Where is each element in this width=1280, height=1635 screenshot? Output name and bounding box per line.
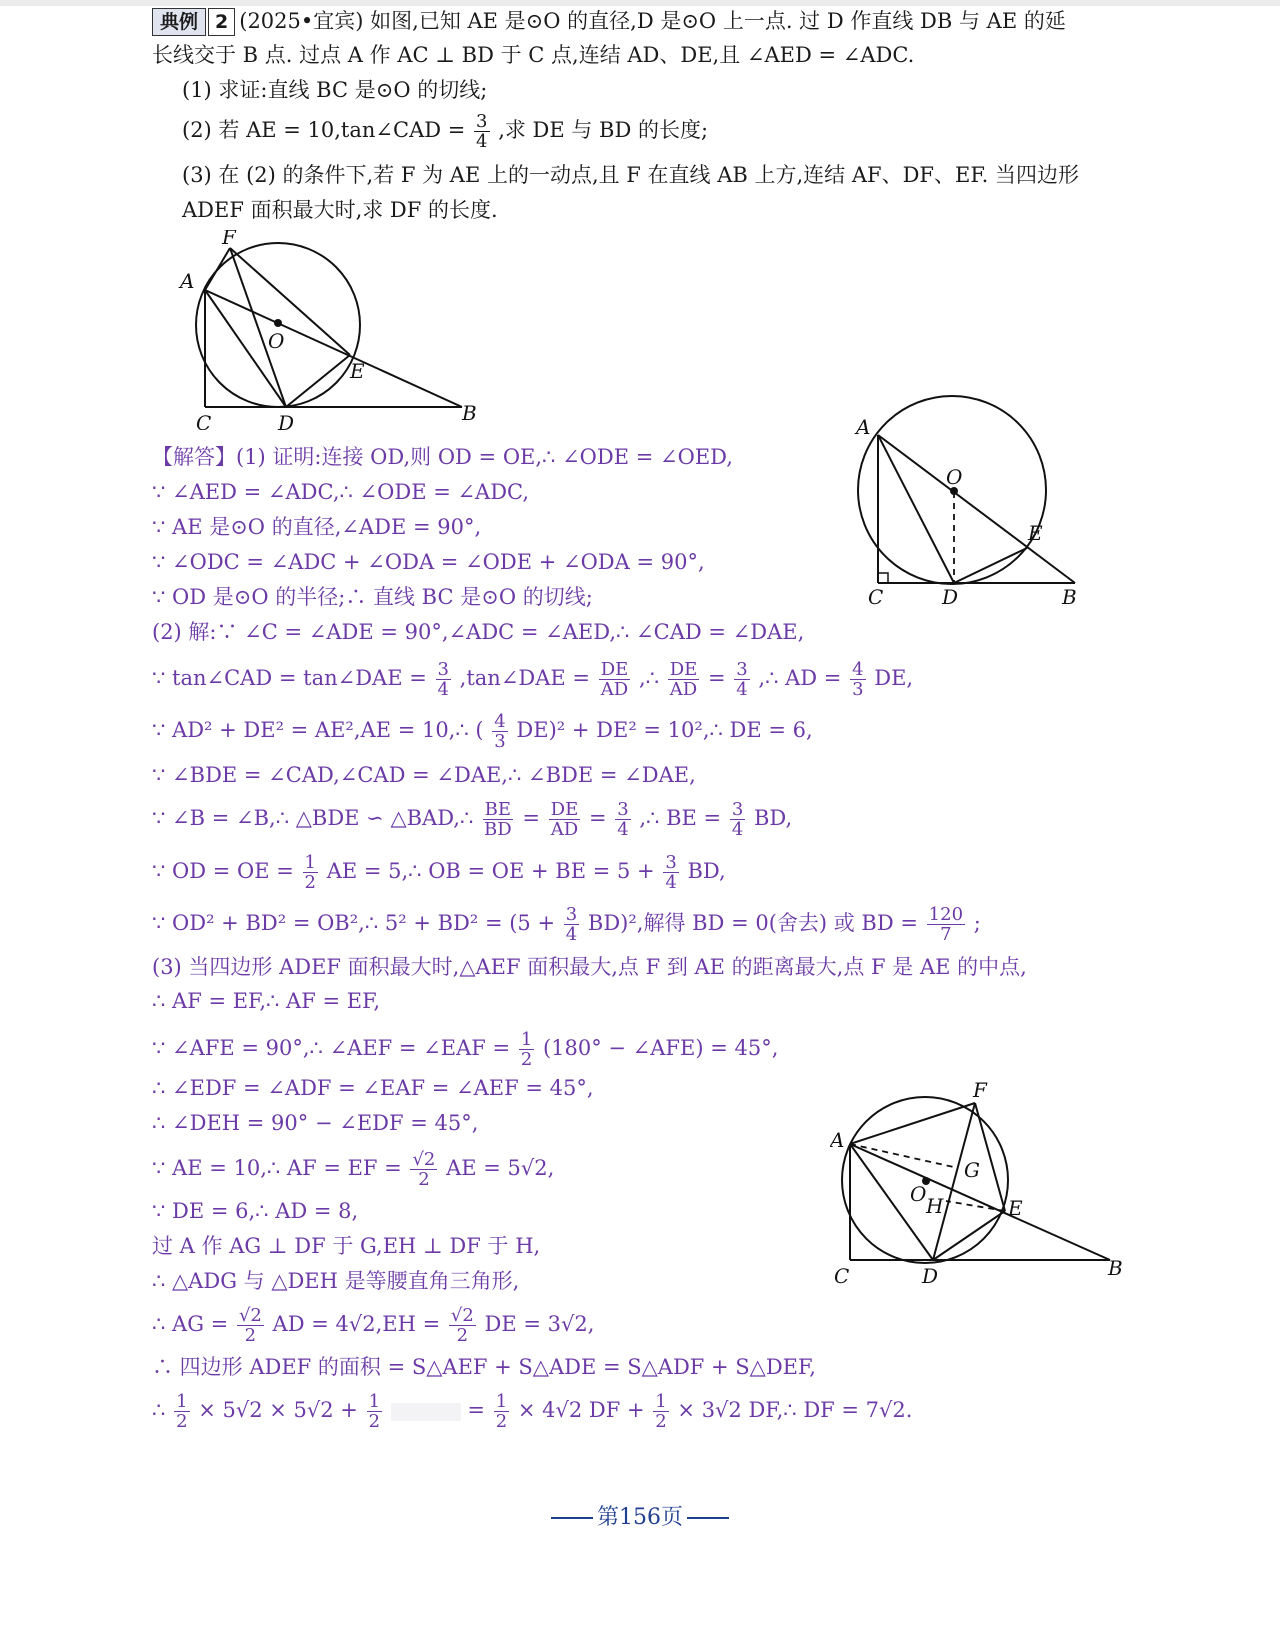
fraction: $\frac{4}{3}$: [852, 659, 864, 700]
footer-rule-right: [687, 1517, 729, 1519]
solution-line-16: ∴ ∠EDF = ∠ADF = ∠EAF = ∠AEF = 45°,: [152, 1076, 594, 1100]
solution-line-20: 过 A 作 AG ⊥ DF 于 G,EH ⊥ DF 于 H,: [152, 1234, 541, 1258]
fig3-label-O: O: [910, 1182, 927, 1206]
solution-line-17: ∴ ∠DEH = 90° − ∠EDF = 45°,: [152, 1111, 479, 1135]
fig1-label-A: A: [180, 269, 195, 293]
problem-line-1: [152, 6, 1066, 36]
problem-part-3-line-1: (3) 在 (2) 的条件下,若 F 为 AE 上的一动点,且 F 在直线 AB 上方,连结 AF、DF、EF. 当四边形: [182, 163, 1079, 187]
fraction: $\frac{120}{7}$: [928, 904, 964, 945]
fraction: $\frac{DE}{AD}$: [669, 659, 698, 700]
problem-text-1: (2025•宜宾) 如图,已知 AE 是⊙O 的直径,D 是⊙O 上一点. 过 D 作直线 DB 与 AE 的延: [239, 9, 1066, 33]
fraction: $\frac{3}{4}$: [665, 852, 677, 893]
problem-line-2: 长线交于 B 点. 过点 A 作 AC ⊥ BD 于 C 点,连结 AD、DE,且 ∠AED = ∠ADC.: [152, 43, 915, 67]
fig2-label-D: D: [942, 585, 959, 609]
fraction: $\frac{1}{2}$: [304, 852, 316, 893]
fig3-label-B: B: [1108, 1256, 1123, 1280]
part2-text: (2) 若 AE = 10,tan∠CAD =: [182, 118, 466, 142]
solution-line-19: ∵ DE = 6,∴ AD = 8,: [152, 1199, 359, 1223]
fig1-label-E: E: [350, 359, 365, 383]
example-tag: 典例: [152, 8, 206, 36]
solution-line-15: ∵ ∠AFE = 90°,∴ ∠AEF = ∠EAF = $\frac{1}{2}$ (180° − ∠AFE) = 45°,: [152, 1029, 779, 1070]
fig3-label-D: D: [922, 1264, 939, 1288]
fig2-label-C: C: [868, 585, 884, 609]
fraction: $\frac{BE}{BD}$: [484, 799, 512, 840]
fig3-label-C: C: [834, 1264, 850, 1288]
solution-line-22: ∴ AG = $\frac{√2}{2}$ AD = 4√2,EH = $\frac{√2}{2}$ DE = 3√2,: [152, 1305, 595, 1346]
fraction: $\frac{3}{4}$: [437, 659, 449, 700]
fig3-label-F: F: [973, 1078, 987, 1102]
footer-rule-left: [551, 1517, 593, 1519]
solution-line-7: ∵ tan∠CAD = tan∠DAE = $\frac{3}{4}$ ,tan∠DAE = $\frac{DE}{AD}$ ,∴ $\frac{DE}{AD}$ = $\frac{3}{4}$ ,∴ AD = $\frac{4}{3}$ DE,: [152, 659, 914, 700]
solution-line-18: ∵ AE = 10,∴ AF = EF = $\frac{√2}{2}$ AE = 5√2,: [152, 1149, 555, 1190]
fraction: $\frac{3}{4}$: [617, 799, 629, 840]
fig2-label-A: A: [856, 415, 871, 439]
solution-line-6: (2) 解:∵ ∠C = ∠ADE = 90°,∠ADC = ∠AED,∴ ∠CAD = ∠DAE,: [152, 620, 805, 644]
fraction: $\frac{DE}{AD}$: [550, 799, 579, 840]
fraction: $\frac{3}{4}$: [736, 659, 748, 700]
fig2-label-E: E: [1028, 521, 1043, 545]
fig1-label-B: B: [462, 401, 477, 425]
fig3-label-H: H: [926, 1194, 944, 1218]
part2-text-end: ,求 DE 与 BD 的长度;: [498, 118, 709, 142]
fraction: $\frac{1}{2}$: [495, 1391, 508, 1432]
example-number: 2: [208, 8, 235, 36]
fig2-label-O: O: [946, 465, 963, 489]
fraction: $\frac{3}{4}$: [731, 799, 744, 840]
solution-line-3: ∵ AE 是⊙O 的直径,∠ADE = 90°,: [152, 515, 482, 539]
fraction: $\frac{DE}{AD}$: [600, 659, 629, 700]
solution-line-10: ∵ ∠B = ∠B,∴ △BDE ∽ △BAD,∴ $\frac{BE}{BD}$ = $\frac{DE}{AD}$ = $\frac{3}{4}$ ,∴ BE = $\frac{3}{4}$ BD,: [152, 799, 793, 840]
fraction: $\frac{3}{4}$: [565, 904, 578, 945]
solution-line-14: ∴ AF = EF,∴ AF = EF,: [152, 989, 381, 1013]
fig3-label-A: A: [830, 1128, 845, 1152]
solution-line-21: ∴ △ADG 与 △DEH 是等腰直角三角形,: [152, 1269, 520, 1293]
solution-line-5: ∵ OD 是⊙O 的半径;∴ 直线 BC 是⊙O 的切线;: [152, 585, 593, 609]
fraction: $\frac{1}{2}$: [655, 1391, 667, 1432]
fig3-label-G: G: [964, 1158, 980, 1182]
solution-line-1: 【解答】(1) 证明:连接 OD,则 OD = OE,∴ ∠ODE = ∠OED,: [152, 445, 733, 469]
solution-line-4: ∵ ∠ODC = ∠ADC + ∠ODA = ∠ODE + ∠ODA = 90°,: [152, 550, 705, 574]
fraction: $\frac{1}{2}$: [368, 1391, 381, 1432]
solution-line-13: (3) 当四边形 ADEF 面积最大时,△AEF 面积最大,点 F 到 AE 的距离最大,点 F 是 AE 的中点,: [152, 955, 1027, 979]
fraction: $\frac{1}{2}$: [520, 1029, 533, 1070]
page-footer: [0, 1500, 1280, 1531]
problem-part-3-line-2: ADEF 面积最大时,求 DF 的长度.: [182, 198, 498, 222]
solution-line-11: ∵ OD = OE = $\frac{1}{2}$ AE = 5,∴ OB = OE + BE = 5 + $\frac{3}{4}$ BD,: [152, 852, 726, 893]
fig2-label-B: B: [1062, 585, 1077, 609]
page-number: 第156页: [597, 1505, 683, 1530]
solution-line-2: ∵ ∠AED = ∠ADC,∴ ∠ODE = ∠ADC,: [152, 480, 530, 504]
fraction: $\frac{√2}{2}$: [412, 1149, 436, 1190]
solution-line-9: ∵ ∠BDE = ∠CAD,∠CAD = ∠DAE,∴ ∠BDE = ∠DAE,: [152, 763, 696, 787]
solution-line-23: ∴ 四边形 ADEF 的面积 = S△AEF + S△ADE = S△ADF + S△DEF,: [152, 1355, 816, 1379]
fraction: $\frac{√2}{2}$: [238, 1305, 262, 1346]
solution-line-24: ∴ $\frac{1}{2}$ × 5√2 × 5√2 + $\frac{1}{2}$ = $\frac{1}{2}$ × 4√2 DF + $\frac{1}{2}$ × 3√2 DF,∴ DF = 7√2.: [152, 1391, 913, 1432]
problem-part-1: (1) 求证:直线 BC 是⊙O 的切线;: [182, 78, 488, 102]
figure-1-diagram: [170, 230, 490, 430]
solution-line-8: ∵ AD² + DE² = AE²,AE = 10,∴ ( $\frac{4}{3}$ DE)² + DE² = 10²,∴ DE = 6,: [152, 711, 813, 752]
fig1-label-O: O: [268, 329, 285, 353]
fraction: $\frac{3}{4}$: [476, 111, 488, 152]
obscured-region: [391, 1403, 461, 1421]
figure-3-diagram: [830, 1075, 1130, 1290]
fig1-label-D: D: [278, 411, 295, 430]
fig3-label-E: E: [1008, 1196, 1023, 1220]
figure-2-diagram: [850, 390, 1090, 615]
problem-part-2: [182, 112, 708, 151]
fraction: $\frac{√2}{2}$: [450, 1305, 474, 1346]
fig1-label-F: F: [222, 230, 236, 249]
fraction: $\frac{4}{3}$: [494, 711, 506, 752]
fraction: $\frac{1}{2}$: [176, 1391, 188, 1432]
solution-line-12: ∵ OD² + BD² = OB²,∴ 5² + BD² = (5 + $\frac{3}{4}$ BD)²,解得 BD = 0(舍去) 或 BD = $\frac{120}{7}$ ;: [152, 904, 981, 945]
fig1-label-C: C: [196, 411, 212, 430]
